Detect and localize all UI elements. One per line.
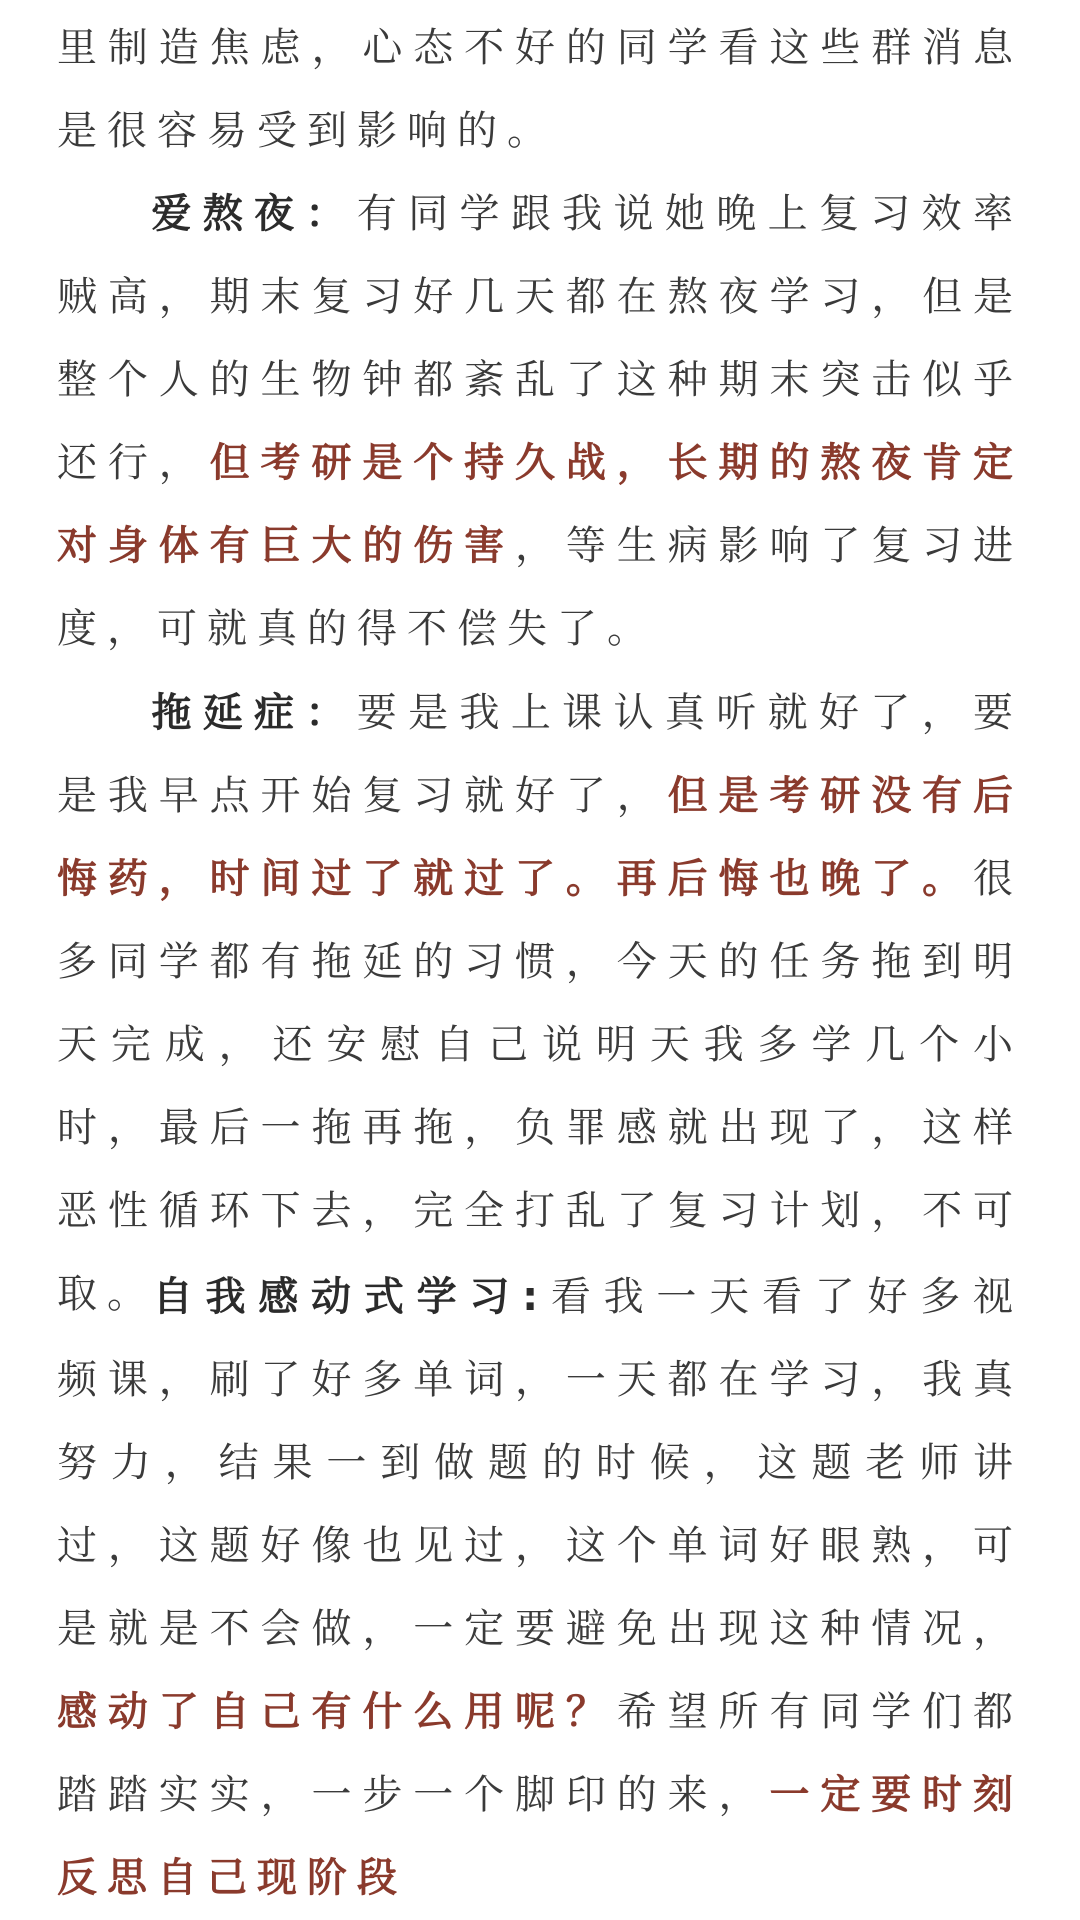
paragraph-heading: 拖延症：	[150, 690, 357, 736]
body-text: 看我一天看了好多视频课，刷了好多单词，一天都在学习，我真努力，结果一到做题的时候，这题老师讲过，这题好像也见过，这个单词好眼熟，可是就是不会做，一定要避免出现这种情况，	[57, 1274, 1024, 1652]
body-text: 很多同学都有拖延的习惯，今天的任务拖到明天完成，还安慰自己说明天我多学几个小时，最后一拖再拖，负罪感就出现了，这样恶性循环下去，完全打乱了复习计划，不可取。	[57, 856, 1023, 1317]
body-text: 要是我上课认真听就好了，要是我早点开始复习就好了，	[57, 690, 1024, 819]
paragraph-procrastination	[57, 672, 1023, 1336]
paragraph-heading: 自我感动式学习:	[150, 1274, 549, 1320]
paragraph-heading: 爱熬夜：	[150, 191, 357, 237]
body-text: 希望所有同学们都踏踏实实，一步一个脚印的来，	[57, 1689, 1024, 1818]
body-text: 有同学跟我说她晚上复习效率贼高，期末复习好几天都在熬夜学习，但是整个人的生物钟都紊乱了这种期末突击似乎还行，	[57, 191, 1024, 486]
highlighted-text: 感动了自己有什么用呢？	[57, 1689, 617, 1735]
paragraph-continuation	[57, 7, 1023, 173]
paragraph-self-moving-study	[57, 1256, 1023, 1920]
body-text: 里制造焦虑，心态不好的同学看这些群消息是很容易受到影响的。	[57, 25, 1023, 154]
highlighted-text: 但考研是个持久战，长期的熬夜肯定对身体有巨大的伤害	[57, 440, 1024, 569]
highlighted-text: 但是考研没有后悔药，时间过了就过了。再后悔也晚了。	[57, 773, 1024, 902]
paragraph-staying-up-late	[57, 173, 1023, 671]
body-text: ，等生病影响了复习进度，可就真的得不偿失了。	[57, 523, 1023, 652]
highlighted-text: 一定要时刻反思自己现阶段	[57, 1772, 1024, 1901]
